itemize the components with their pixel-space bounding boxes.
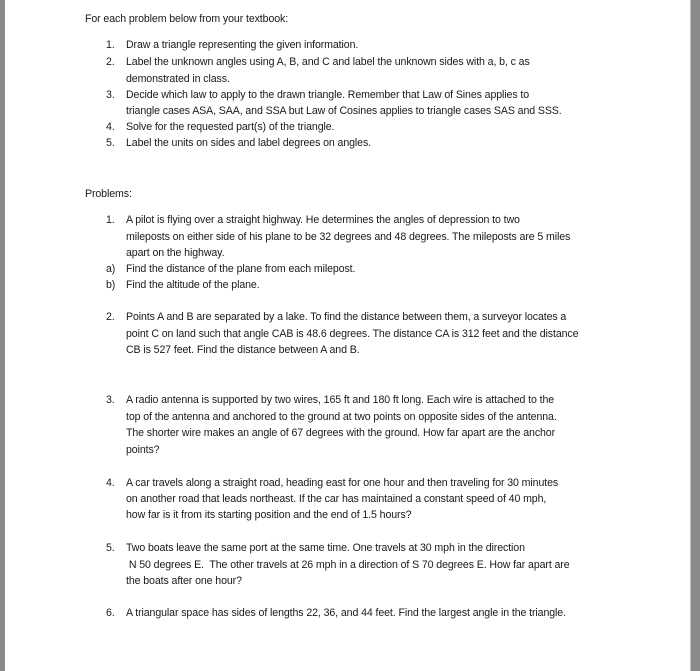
problem-number: 3. — [106, 394, 115, 406]
instruction-text: Label the units on sides and label degrees on angles. — [126, 137, 372, 149]
instruction-text: triangle cases ASA, SAA, and SSA but Law of Cosines applies to triangle cases SAS and SSS. — [126, 105, 562, 117]
problem-text: Two boats leave the same port at the same time. One travels at 30 mph in the direction — [126, 542, 525, 554]
subpart-label: a) — [106, 263, 116, 275]
problem-text: A car travels along a straight road, heading east for one hour and then traveling for 30 minutes — [126, 477, 559, 489]
problem-number: 5. — [106, 542, 115, 554]
instructions-heading: For each problem below from your textbook: — [85, 13, 289, 25]
problem-number: 2. — [106, 311, 115, 323]
problem-text: points? — [126, 444, 160, 456]
instruction-text: Solve for the requested part(s) of the triangle. — [126, 121, 335, 133]
subpart-text: Find the altitude of the plane. — [126, 279, 260, 291]
problem-text: A pilot is flying over a straight highway. He determines the angles of depression to two — [126, 214, 520, 226]
subpart-text: Find the distance of the plane from each milepost. — [126, 263, 356, 275]
problem-text: how far is it from its starting position and the end of 1.5 hours? — [126, 509, 412, 521]
instruction-text: demonstrated in class. — [126, 73, 230, 85]
problem-number: 4. — [106, 477, 115, 489]
instruction-text: Decide which law to apply to the drawn triangle. Remember that Law of Sines applies to — [126, 89, 530, 101]
problem-text: A triangular space has sides of lengths 22, 36, and 44 feet. Find the largest angle in the triangle. — [126, 607, 566, 619]
instruction-number: 3. — [106, 89, 115, 101]
instruction-number: 5. — [106, 137, 115, 149]
problem-text: mileposts on either side of his plane to be 32 degrees and 48 degrees. The mileposts are 5 miles — [126, 231, 571, 243]
subpart-label: b) — [106, 279, 116, 291]
document-page — [5, 0, 690, 671]
problem-text: Points A and B are separated by a lake. To find the distance between them, a surveyor locates a — [126, 311, 567, 323]
instruction-number: 1. — [106, 39, 115, 51]
problem-number: 6. — [106, 607, 115, 619]
problem-number: 1. — [106, 214, 115, 226]
problems-heading: Problems: — [85, 188, 132, 200]
problem-text: point C on land such that angle CAB is 48.6 degrees. The distance CA is 312 feet and the distance — [126, 328, 579, 340]
problem-text: A radio antenna is supported by two wires, 165 ft and 180 ft long. Each wire is attached to the — [126, 394, 555, 406]
problem-text: the boats after one hour? — [126, 575, 242, 587]
problem-text: apart on the highway. — [126, 247, 225, 259]
instruction-text: Draw a triangle representing the given information. — [126, 39, 359, 51]
window-edge-right — [690, 0, 700, 671]
instruction-number: 4. — [106, 121, 115, 133]
instruction-number: 2. — [106, 56, 115, 68]
problem-text: The shorter wire makes an angle of 67 degrees with the ground. How far apart are the anchor — [126, 427, 556, 439]
problem-text: top of the antenna and anchored to the ground at two points on opposite sides of the antenna. — [126, 411, 557, 423]
problem-text: on another road that leads northeast. If the car has maintained a constant speed of 40 mph, — [126, 493, 547, 505]
instruction-text: Label the unknown angles using A, B, and C and label the unknown sides with a, b, c as — [126, 56, 530, 68]
problem-text: N 50 degrees E. The other travels at 26 mph in a direction of S 70 degrees E. How far apart are — [126, 559, 570, 571]
problem-text: CB is 527 feet. Find the distance between A and B. — [126, 344, 360, 356]
